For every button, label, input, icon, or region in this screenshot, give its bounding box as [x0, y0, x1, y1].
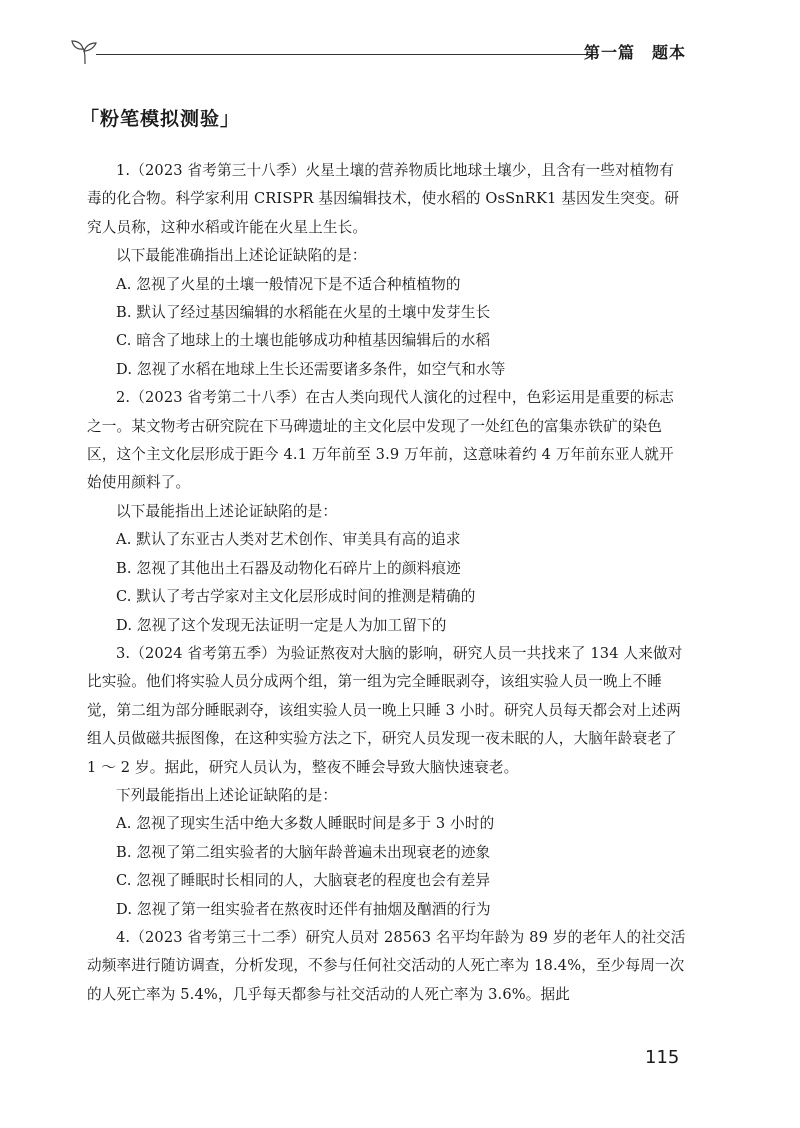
question-1	[87, 157, 687, 384]
option-a: A. 忽视了火星的土壤一般情况下是不适合种植植物的	[116, 275, 461, 293]
question-stem: 1.（2023 省考第三十八季）火星土壤的营养物质比地球土壤少，且含有一些对植物有毒的化合物。科学家利用 CRISPR 基因编辑技术，使水稻的 OsSnRK1 基因发生突变。研究人员称，这种水稻或许能在火星上生长。	[87, 162, 680, 236]
option-c: C. 暗含了地球上的土壤也能够成功种植基因编辑后的水稻	[116, 332, 491, 350]
header-rule	[96, 54, 596, 55]
option-a: A. 忽视了现实生活中绝大多数人睡眠时间是多于 3 小时的	[116, 815, 495, 833]
question-list	[87, 157, 687, 1009]
question-2	[87, 384, 687, 640]
option-b: B. 忽视了第二组实验者的大脑年龄普遍未出现衰老的迹象	[116, 843, 491, 861]
page-number: 115	[645, 1047, 680, 1068]
question-4	[87, 924, 687, 1009]
section-title: 「粉笔模拟测验」	[80, 108, 241, 130]
option-d: D. 忽视了这个发现无法证明一定是人为加工留下的	[116, 616, 447, 634]
option-b: B. 忽视了其他出土石器及动物化石碎片上的颜料痕迹	[116, 559, 461, 577]
option-c: C. 忽视了睡眠时长相同的人，大脑衰老的程度也会有差异	[116, 872, 491, 890]
question-3	[87, 640, 687, 924]
question-prompt: 以下最能准确指出上述论证缺陷的是：	[116, 247, 367, 265]
running-header	[70, 38, 690, 68]
question-prompt: 下列最能指出上述论证缺陷的是：	[116, 786, 338, 804]
option-c: C. 默认了考古学家对主文化层形成时间的推测是精确的	[116, 588, 476, 606]
question-prompt: 以下最能指出上述论证缺陷的是：	[116, 502, 338, 520]
option-a: A. 默认了东亚古人类对艺术创作、审美具有高的追求	[116, 531, 461, 549]
option-d: D. 忽视了水稻在地球上生长还需要诸多条件，如空气和水等	[116, 360, 506, 378]
question-stem: 2.（2023 省考第二十八季）在古人类向现代人演化的过程中，色彩运用是重要的标志之一。某文物考古研究院在下马碑遗址的主文化层中发现了一处红色的富集赤铁矿的染色区，这个主文化层形成于距今 4.1 万年前至 3.9 万年前，这意味着约 4 万年前东亚人就开始使用颜料了。	[87, 389, 675, 492]
sprout-icon	[70, 38, 100, 66]
question-stem: 3.（2024 省考第五季）为验证熬夜对大脑的影响，研究人员一共找来了 134 人来做对比实验。他们将实验人员分成两个组，第一组为完全睡眠剥夺，该组实验人员一晚上不睡觉，第二组为部分睡眠剥夺，该组实验人员一晚上只睡 3 小时。研究人员每天都会对上述两组人员做磁共振图像，在这种实验方法之下，研究人员发现一夜未眠的人，大脑年龄衰老了 1 ～ 2 岁。据此，研究人员认为，整夜不睡会导致大脑快速衰老。	[87, 644, 683, 776]
chapter-title: 第一篇 题本	[583, 43, 686, 62]
question-stem: 4.（2023 省考第三十二季）研究人员对 28563 名平均年龄为 89 岁的老年人的社交活动频率进行随访调查，分析发现，不参与任何社交活动的人死亡率为 18.4%，至少每周一次的人死亡率为 5.4%，几乎每天都参与社交活动的人死亡率为 3.6%。据此	[87, 928, 686, 1003]
option-d: D. 忽视了第一组实验者在熬夜时还伴有抽烟及酗酒的行为	[116, 900, 491, 918]
option-b: B. 默认了经过基因编辑的水稻能在火星的土壤中发芽生长	[116, 304, 491, 322]
